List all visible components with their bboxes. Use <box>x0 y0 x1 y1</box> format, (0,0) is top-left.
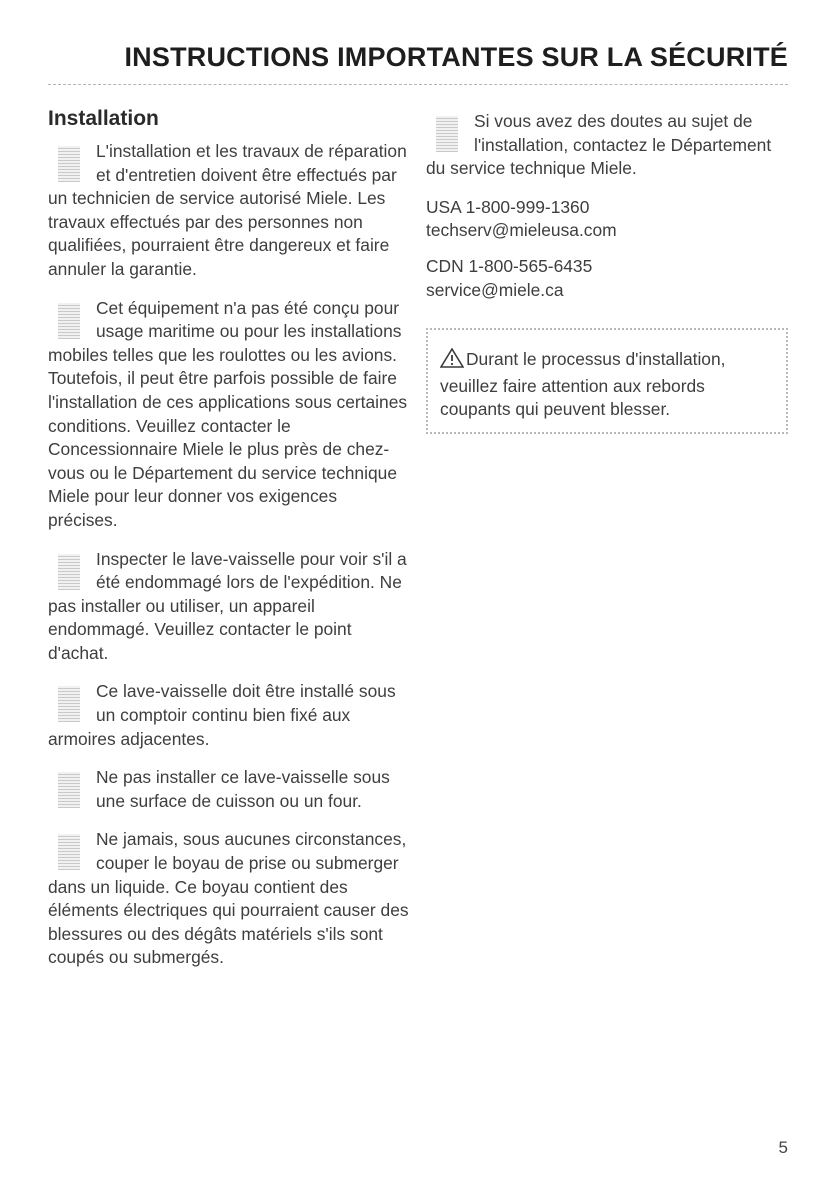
paragraph-text: Inspecter le lave-vaisselle pour voir s'il a été endommagé lors de l'expédition. Ne pas installer ou utiliser, un appareil endommagé. Veuillez contacter le point d'achat. <box>48 548 407 663</box>
paragraph-text: Ce lave-vaisselle doit être installé sous un comptoir continu bien fixé aux armoires adjacentes. <box>48 681 396 749</box>
right-column <box>426 106 788 434</box>
caution-box <box>426 328 788 434</box>
square-bullet-icon <box>58 303 80 339</box>
caution-text: Durant le processus d'installation, veuillez faire attention aux rebords coupants qui peuvent blesser. <box>440 349 726 420</box>
cdn-email: service@miele.ca <box>426 279 564 300</box>
square-bullet-icon <box>58 686 80 722</box>
paragraph-repair <box>48 140 410 282</box>
paragraph-text: Ne pas installer ce lave-vaisselle sous une surface de cuisson ou un four. <box>96 767 390 811</box>
paragraph-inspect <box>48 548 410 666</box>
paragraph-marine-use <box>48 297 410 533</box>
square-bullet-icon <box>58 146 80 182</box>
square-bullet-icon <box>58 834 80 870</box>
cdn-phone: CDN 1-800-565-6435 <box>426 255 593 276</box>
usa-phone: USA 1-800-999-1360 <box>426 196 590 217</box>
paragraph-countertop <box>48 680 410 751</box>
square-bullet-icon <box>58 772 80 808</box>
section-title: Installation <box>48 107 159 130</box>
page-number: 5 <box>778 1138 788 1157</box>
square-bullet-icon <box>58 554 80 590</box>
paragraph-text: Cet équipement n'a pas été conçu pour usage maritime ou pour les installations mobiles telles que les roulottes ou les avions. Toutefois, il peut être parfois possible de faire l'installation de ces applications sous certaines conditions. Veuillez contacter le Concessionnaire Miele le plus près de chez-vous ou le Département du service technique Miele pour leur donner vos exigences précises. <box>48 297 408 530</box>
paragraph-text: Ne jamais, sous aucunes circonstances, couper le boyau de prise ou submerger dans un liquide. Ce boyau contient des éléments électriques qui pourraient causer des blessures ou des dégâts matériels s'ils sont coupés ou submergés. <box>48 829 409 968</box>
left-column <box>48 106 410 985</box>
paragraph-hose <box>48 828 410 970</box>
header-divider <box>48 84 788 85</box>
paragraph-text: Si vous avez des doutes au sujet de l'installation, contactez le Département du service technique Miele. <box>426 111 772 179</box>
warning-triangle-icon <box>440 348 464 375</box>
paragraph-text: L'installation et les travaux de réparation et d'entretien doivent être effectués par un technicien de service autorisé Miele. Les travaux effectués par des personnes non qualifiées, pourraient être dangereux et faire annuler la garantie. <box>48 141 407 279</box>
page-header-title: INSTRUCTIONS IMPORTANTES SUR LA SÉCURITÉ <box>124 42 788 72</box>
contact-canada <box>426 255 788 302</box>
paragraph-doubts <box>426 110 788 181</box>
usa-email: techserv@mieleusa.com <box>426 220 617 241</box>
contact-usa <box>426 196 788 243</box>
square-bullet-icon <box>436 116 458 152</box>
paragraph-cooktop <box>48 766 410 813</box>
